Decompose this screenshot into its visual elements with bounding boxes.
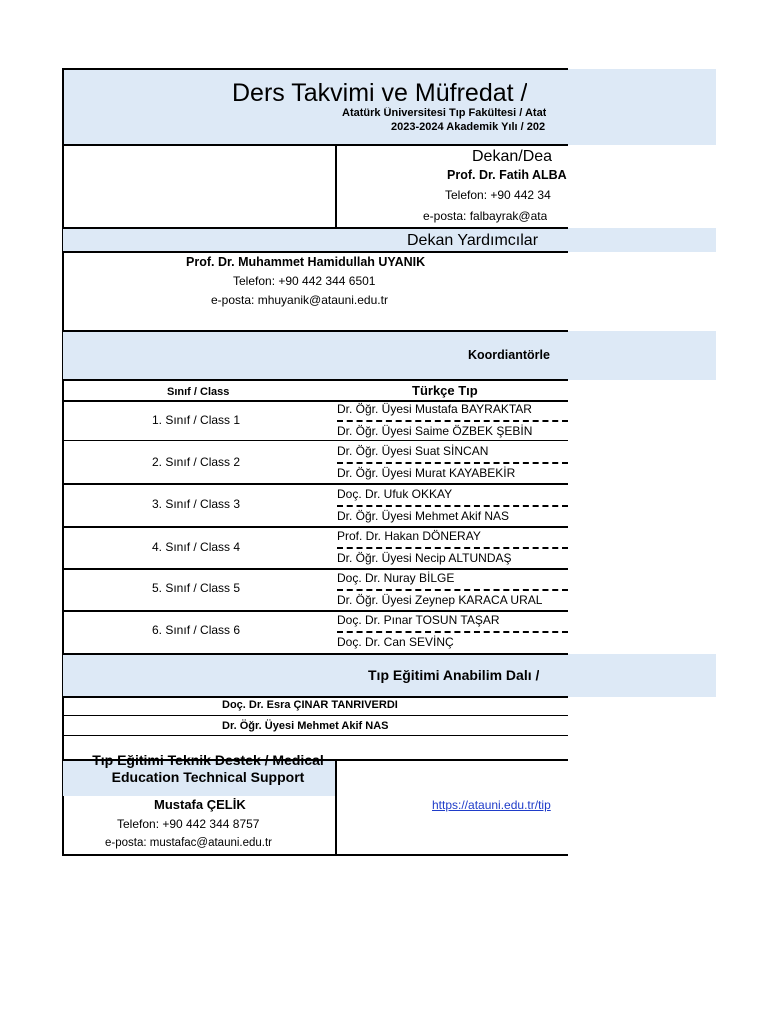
vice-dean-phone: Telefon: +90 442 344 6501 [233,274,376,288]
dean-heading: Dekan/Dea [472,148,553,165]
med-edu-member-1-border [62,715,568,716]
class-6-separator [337,631,568,633]
column-header-turkish: Türkçe Tıp [412,383,478,398]
coordinators-bottom-border [62,379,568,381]
class-3-coordinator-2: Dr. Öğr. Üyesi Mehmet Akif NAS [337,509,510,523]
med-edu-member-1: Doç. Dr. Esra ÇINAR TANRIVERDI [222,699,398,711]
vice-dean-name: Prof. Dr. Muhammet Hamidullah UYANIK [186,255,426,269]
class-5-label: 5. Sınıf / Class 5 [152,581,241,595]
right-clip-area [568,0,768,1024]
class-3-separator [337,505,568,507]
tech-support-phone: Telefon: +90 442 344 8757 [117,817,260,831]
row-5-bottom-border [62,610,568,612]
row-2-bottom-border [62,483,568,485]
class-1-label: 1. Sınıf / Class 1 [152,413,241,427]
med-edu-member-2: Dr. Öğr. Üyesi Mehmet Akif NAS [222,720,389,732]
class-4-label: 4. Sınıf / Class 4 [152,540,241,554]
class-4-coordinator-1: Prof. Dr. Hakan DÖNERAY [337,529,481,543]
class-2-coordinator-1: Dr. Öğr. Üyesi Suat SİNCAN [337,444,489,458]
tech-support-email: e-posta: mustafac@atauni.edu.tr [105,837,273,849]
vice-dean-email: e-posta: mhuyanik@atauni.edu.tr [211,293,388,307]
header-subtitle-year: 2023-2024 Akademik Yılı / 202 [391,121,546,133]
coordinators-top-border [62,330,568,332]
med-edu-heading: Tıp Eğitimi Anabilim Dalı / [368,667,540,683]
class-3-label: 3. Sınıf / Class 3 [152,497,241,511]
tech-support-divider [335,760,337,856]
med-edu-top-border [62,653,568,655]
header-bottom-border [62,144,568,146]
coordinators-heading: Koordiantörle [468,348,550,362]
column-header-class: Sınıf / Class [167,386,230,398]
class-4-coordinator-2: Dr. Öğr. Üyesi Necip ALTUNDAŞ [337,551,512,565]
class-6-label: 6. Sınıf / Class 6 [152,623,241,637]
class-1-coordinator-1: Dr. Öğr. Üyesi Mustafa BAYRAKTAR [337,402,532,416]
class-2-label: 2. Sınıf / Class 2 [152,455,241,469]
class-2-separator [337,462,568,464]
dean-email: e-posta: falbayrak@ata [423,209,548,223]
class-3-coordinator-1: Doç. Dr. Ufuk OKKAY [337,487,453,501]
class-2-coordinator-2: Dr. Öğr. Üyesi Murat KAYABEKİR [337,466,516,480]
page-title: Ders Takvimi ve Müfredat / [232,79,528,107]
class-6-coordinator-1: Doç. Dr. Pınar TOSUN TAŞAR [337,613,500,627]
med-edu-member-2-border [62,735,568,736]
row-3-bottom-border [62,526,568,528]
row-1-bottom-border [62,440,568,441]
class-1-coordinator-2: Dr. Öğr. Üyesi Saime ÖZBEK ŞEBİN [337,424,533,438]
header-subtitle-faculty: Atatürk Üniversitesi Tıp Fakültesi / Atat [342,107,547,119]
class-5-coordinator-2: Dr. Öğr. Üyesi Zeynep KARACA URAL [337,593,543,607]
dean-divider [335,145,337,228]
tech-support-name: Mustafa ÇELİK [154,797,246,812]
table-left-border [62,68,64,856]
vice-deans-top-border [62,227,568,229]
dean-phone: Telefon: +90 442 34 [445,188,551,202]
dean-name: Prof. Dr. Fatih ALBA [447,168,567,182]
vice-deans-bottom-border [62,251,568,253]
vice-deans-heading: Dekan Yardımcılar [407,232,539,249]
tech-support-heading: Tıp Eğitimi Teknik Destek / Medical Education Technical Support [92,752,324,785]
class-1-separator [337,420,568,422]
class-5-separator [337,589,568,591]
table-top-border [62,68,568,70]
row-4-bottom-border [62,568,568,570]
class-4-separator [337,547,568,549]
table-bottom-border [62,854,568,856]
class-5-coordinator-1: Doç. Dr. Nuray BİLGE [337,571,455,585]
tech-support-link[interactable]: https://atauni.edu.tr/tip [432,798,551,812]
class-6-coordinator-2: Doç. Dr. Can SEVİNÇ [337,635,454,649]
